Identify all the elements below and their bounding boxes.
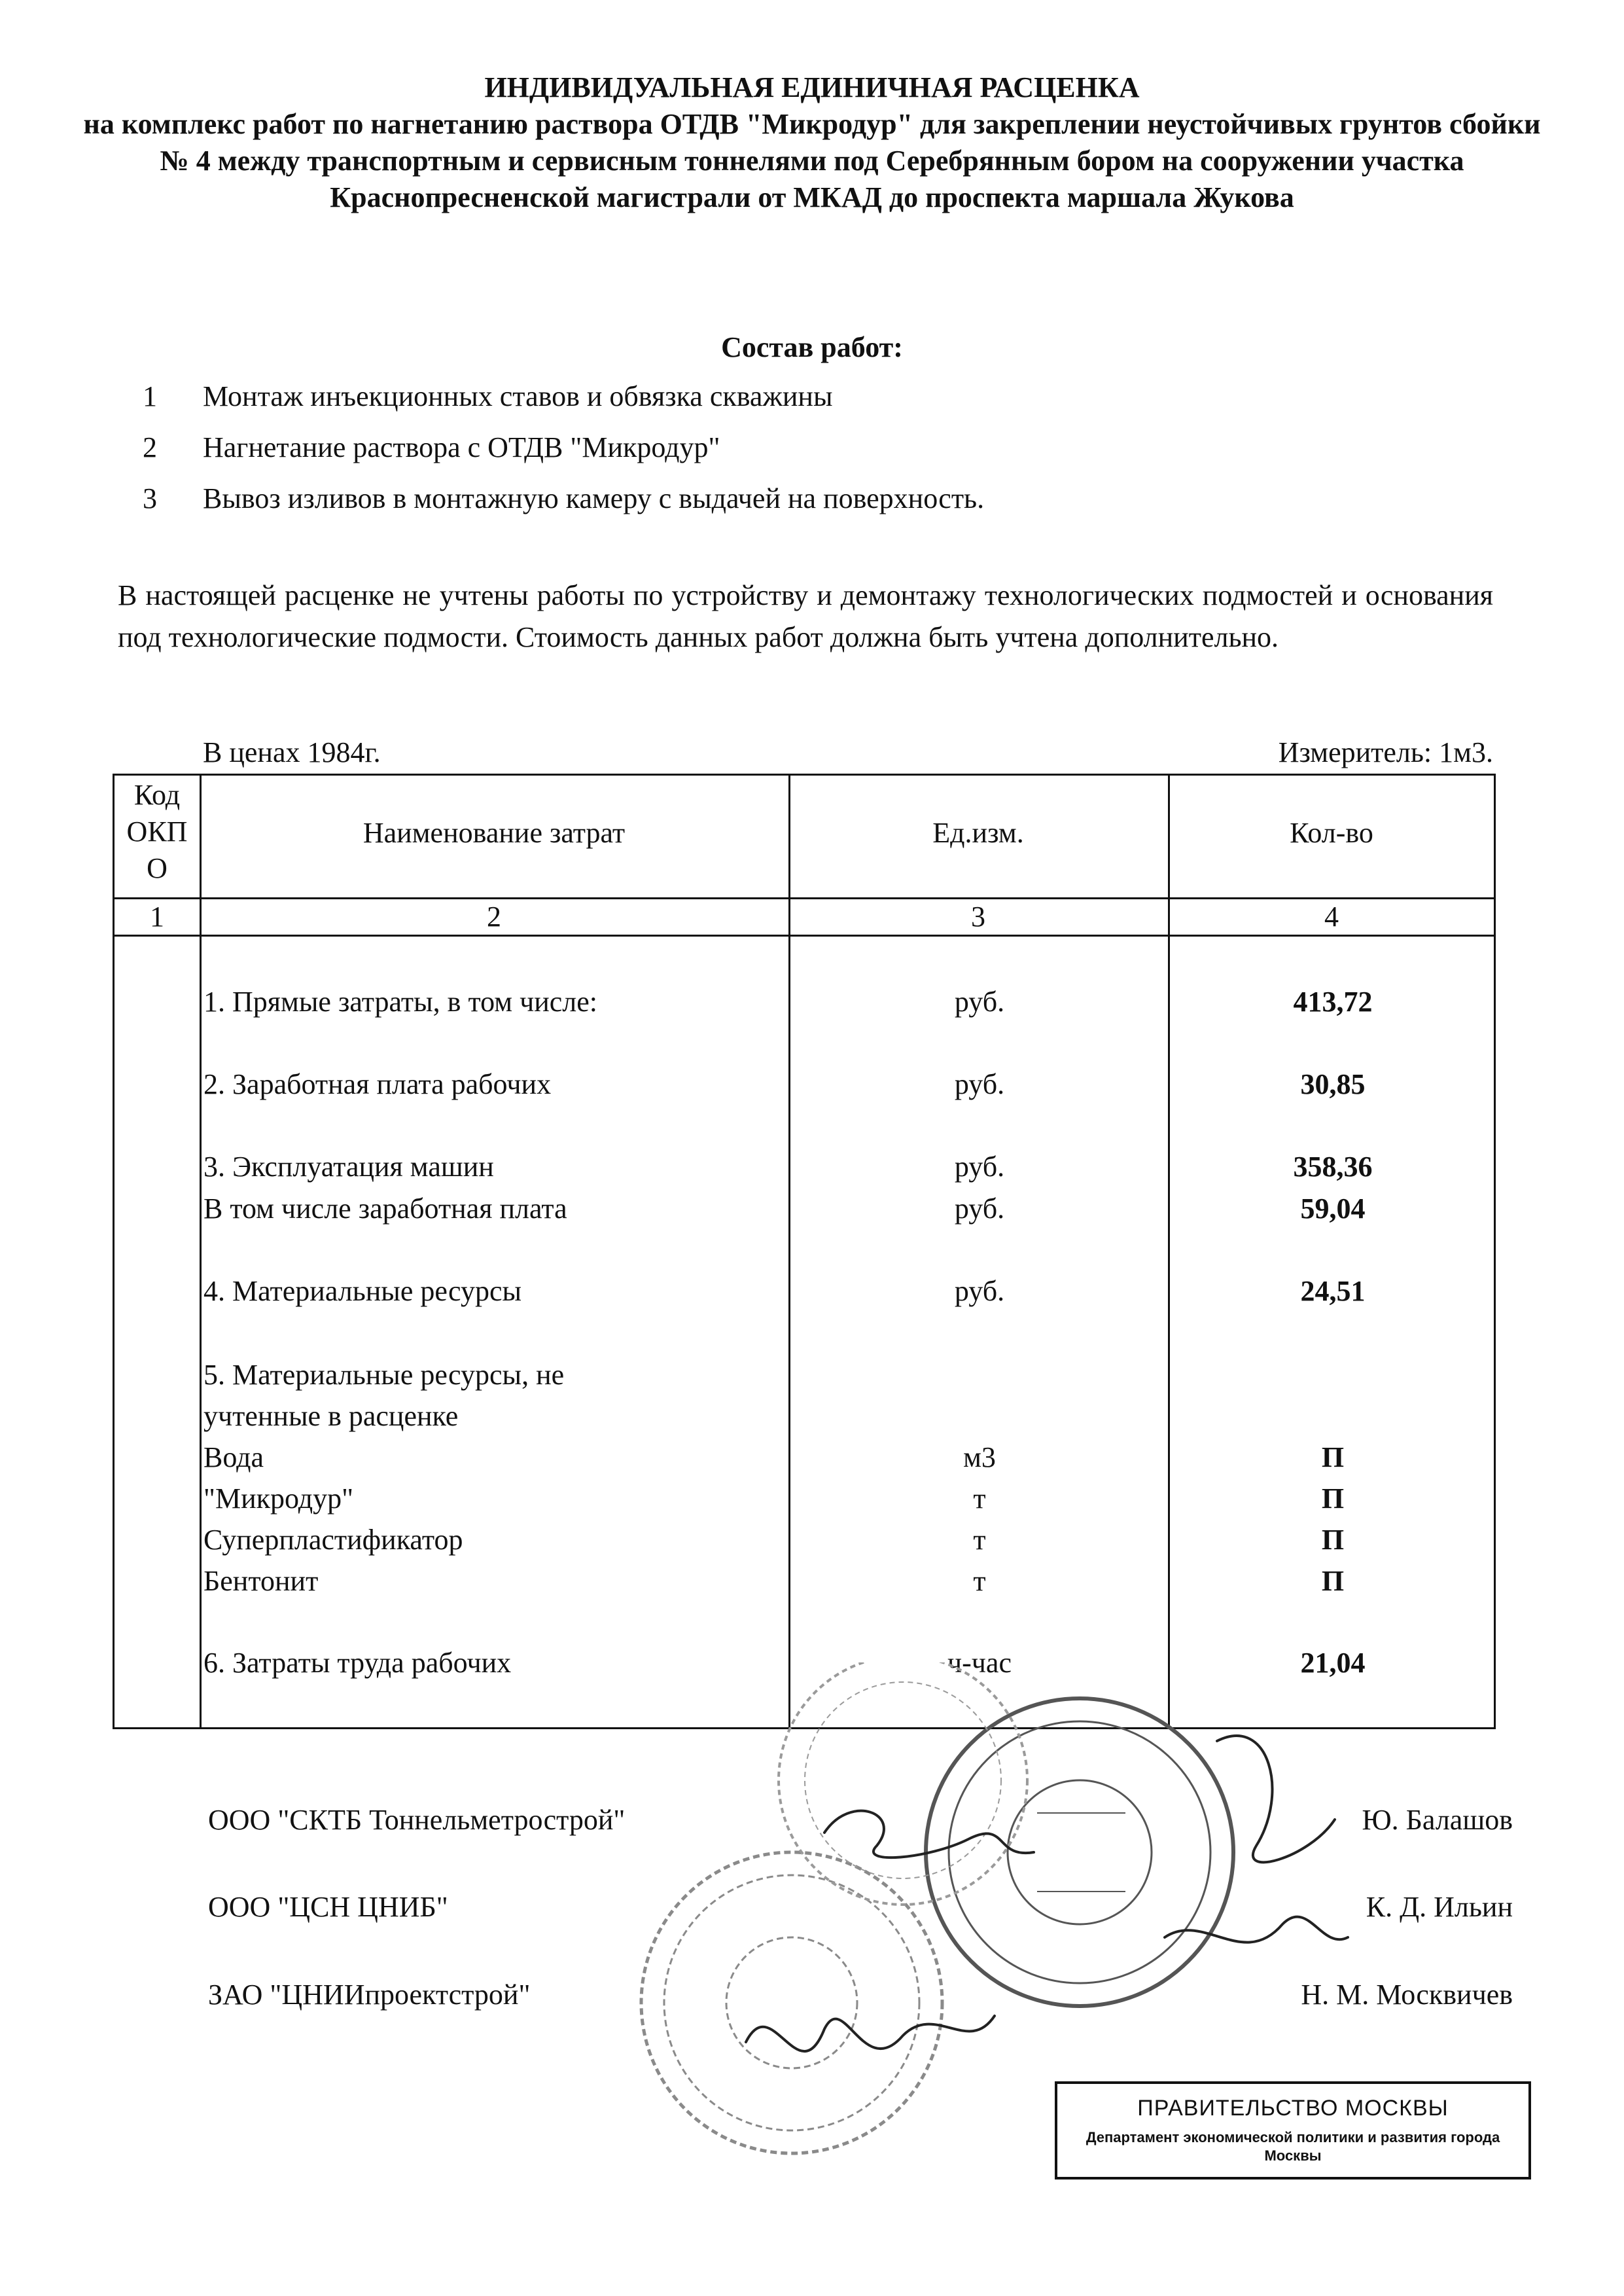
row-qty: 413,72	[1293, 986, 1373, 1018]
row-qty: П	[1321, 1524, 1345, 1556]
header-qty: Кол-во	[1290, 817, 1373, 849]
work-number: 1	[143, 380, 157, 412]
col-number: 1	[150, 901, 164, 933]
row-name: 4. Материальные ресурсы	[203, 1275, 522, 1307]
row-name: 6. Затраты труда рабочих	[203, 1647, 512, 1679]
row-unit: руб.	[954, 1068, 1005, 1100]
works-heading: Состав работ:	[721, 331, 903, 363]
row-unit: м3	[963, 1441, 996, 1473]
header-code	[115, 777, 200, 887]
row-divider	[115, 935, 1494, 937]
note-text: В настоящей расценке не учтены работы по устройству и демонтажу технологических подмостей и основания под технологические подмости. Стоимость данных работ должна быть учтена дополнительно.	[118, 579, 1493, 653]
row-divider	[115, 897, 1494, 899]
row-name: В том числе заработная плата	[203, 1193, 567, 1225]
government-stamp-subtitle: Департамент экономической политики и развития города Москвы	[1086, 2129, 1500, 2164]
row-name: Суперпластификатор	[203, 1524, 463, 1556]
row-name: 2. Заработная плата рабочих	[203, 1068, 552, 1100]
row-name: 1. Прямые затраты, в том числе:	[203, 986, 598, 1018]
row-unit: руб.	[954, 1275, 1005, 1307]
signature-org: ООО "СКТБ Тоннельметрострой"	[208, 1804, 626, 1836]
row-unit: руб.	[954, 1151, 1005, 1183]
work-number: 3	[143, 482, 157, 514]
work-text: Монтаж инъекционных ставов и обвязка скважины	[203, 380, 833, 412]
row-qty: 30,85	[1300, 1068, 1366, 1100]
header-code-line: Код	[133, 779, 181, 811]
row-qty: 358,36	[1293, 1151, 1373, 1183]
row-qty: П	[1321, 1482, 1345, 1515]
col-number: 2	[487, 901, 501, 933]
signature-name: Н. М. Москвичев	[1301, 1979, 1513, 2011]
row-unit: руб.	[954, 986, 1005, 1018]
signature-org: ООО "ЦСН ЦНИБ"	[208, 1891, 448, 1923]
row-name: 5. Материальные ресурсы, не	[203, 1359, 565, 1391]
row-unit: руб.	[954, 1193, 1005, 1225]
measure-label: Измеритель: 1м3.	[1278, 736, 1493, 768]
row-qty: П	[1321, 1565, 1345, 1597]
row-qty: П	[1321, 1441, 1345, 1473]
government-stamp	[1055, 2081, 1531, 2179]
header-name: Наименование затрат	[362, 817, 626, 849]
document-title: ИНДИВИДУАЛЬНАЯ ЕДИНИЧНАЯ РАСЦЕНКА	[484, 71, 1140, 103]
row-name: Бентонит	[203, 1565, 319, 1597]
row-name: "Микродур"	[203, 1482, 354, 1515]
note-paragraph	[118, 575, 1493, 658]
work-number: 2	[143, 431, 157, 463]
cost-table	[113, 774, 1496, 1729]
work-text: Нагнетание раствора с ОТДВ "Микродур"	[203, 431, 720, 463]
header-code-line: ОКП	[126, 816, 188, 848]
round-seal	[926, 1698, 1233, 2006]
row-name: 3. Эксплуатация машин	[203, 1151, 494, 1183]
row-qty: 21,04	[1300, 1647, 1366, 1679]
prices-label: В ценах 1984г.	[203, 736, 381, 768]
row-name: учтенные в расценке	[203, 1400, 459, 1432]
col-number: 4	[1324, 901, 1339, 933]
row-unit: т	[973, 1482, 986, 1515]
row-unit: ч-час	[947, 1647, 1012, 1679]
row-name: Вода	[203, 1441, 264, 1473]
row-qty: 59,04	[1300, 1193, 1366, 1225]
signature-org: ЗАО "ЦНИИпроектстрой"	[208, 1979, 531, 2011]
row-qty: 24,51	[1300, 1275, 1366, 1307]
document-subtitle: на комплекс работ по нагнетанию раствора ОТДВ "Микродур" для закреплении неустойчивых грунтов сбойки № 4 между транспортным и сервисным тоннелями под Серебрянным бором на сооружении участка Краснопресненской магистрали от МКАД до проспекта маршала Жукова	[83, 108, 1541, 213]
government-stamp-title: ПРАВИТЕЛЬСТВО МОСКВЫ	[1137, 2096, 1449, 2121]
signature-name: Ю. Балашов	[1362, 1804, 1513, 1836]
left-seal	[641, 1852, 942, 2153]
row-unit: т	[973, 1524, 986, 1556]
work-text: Вывоз изливов в монтажную камеру с выдачей на поверхность.	[203, 482, 985, 514]
signature-name: К. Д. Ильин	[1366, 1891, 1513, 1923]
handwritten-signatures	[746, 1662, 1361, 2051]
faded-seal	[779, 1662, 1027, 1905]
header-unit: Ед.изм.	[932, 817, 1024, 849]
col-number: 3	[971, 901, 985, 933]
row-unit: т	[973, 1565, 986, 1597]
header-code-line: О	[147, 852, 168, 884]
